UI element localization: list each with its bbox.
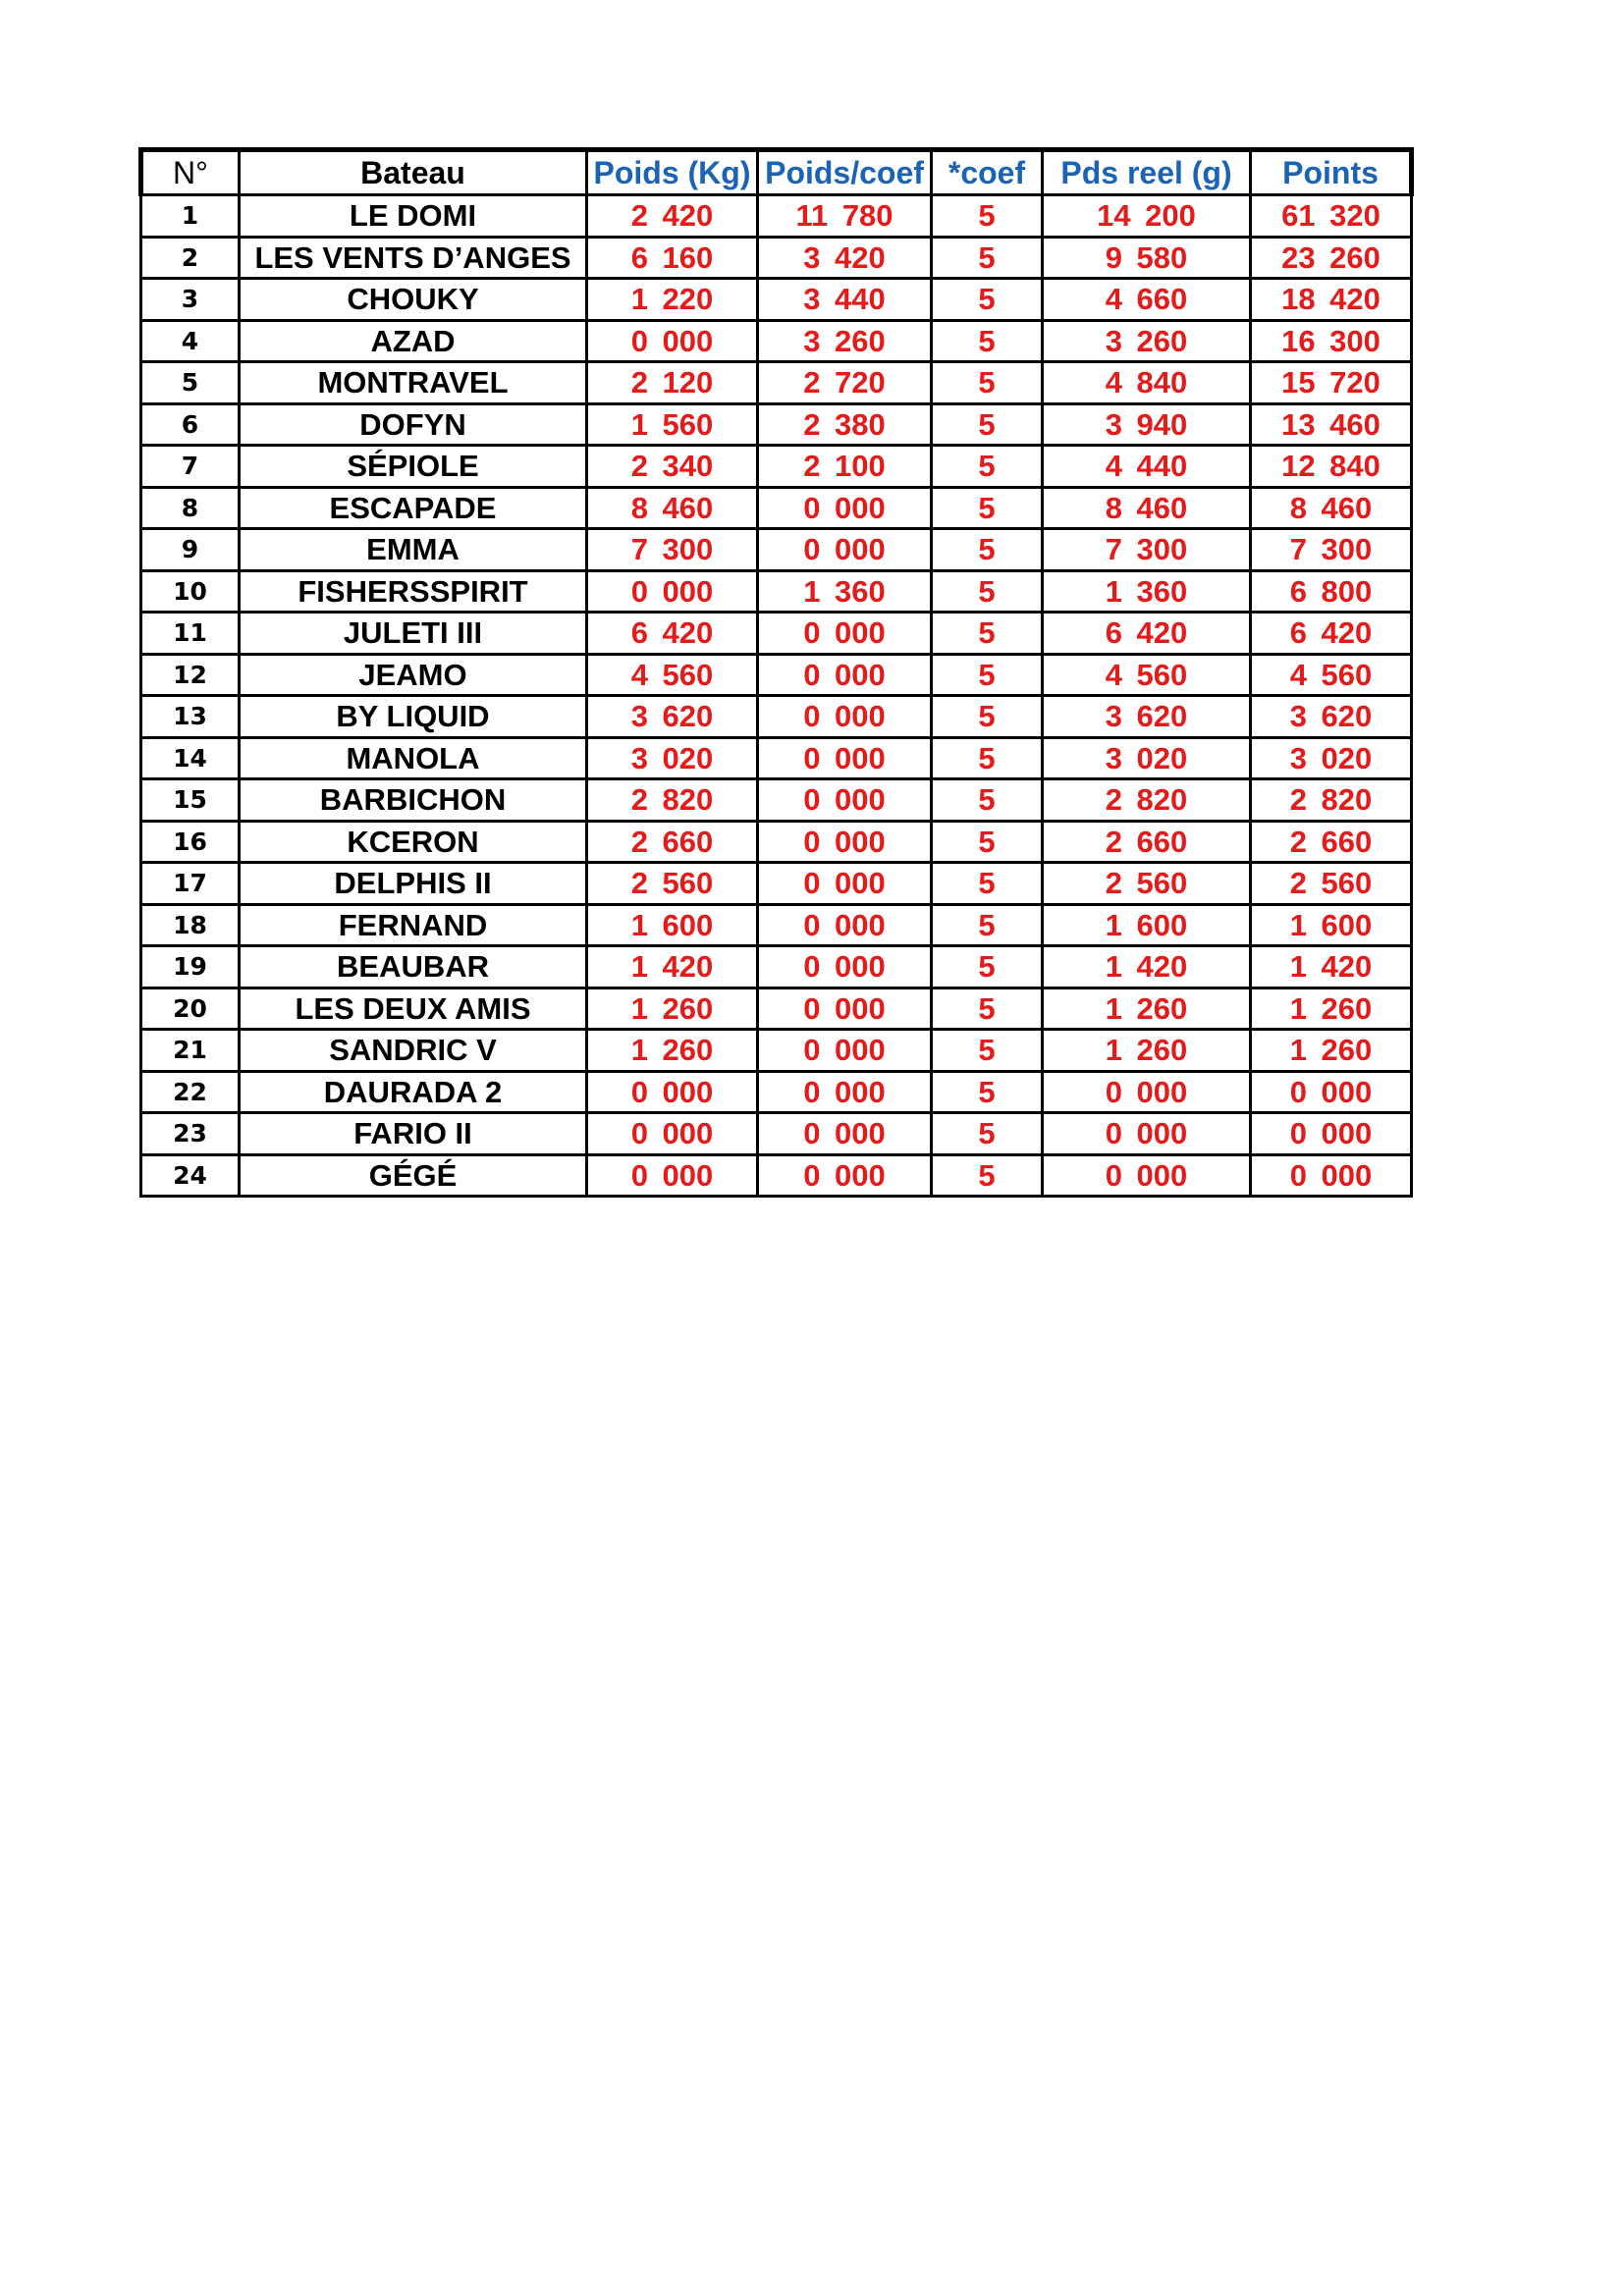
cell-coef: 5 (932, 904, 1043, 946)
cell-coef: 5 (932, 1113, 1043, 1155)
cell-coef: 5 (932, 696, 1043, 738)
cell-points: 4 560 (1251, 654, 1412, 696)
cell-coef: 5 (932, 237, 1043, 279)
cell-poids: 1 560 (587, 403, 758, 446)
table-row (141, 1030, 1412, 1072)
table-row (141, 195, 1412, 238)
cell-bateau: MONTRAVEL (240, 362, 587, 404)
cell-pds-reel: 1 260 (1043, 1030, 1251, 1072)
cell-number: 11 (141, 613, 240, 655)
cell-poids-coef: 3 440 (758, 279, 932, 321)
cell-points: 2 820 (1251, 779, 1412, 822)
table-row (141, 946, 1412, 988)
table-row (141, 779, 1412, 822)
cell-poids: 1 220 (587, 279, 758, 321)
cell-number: 9 (141, 529, 240, 571)
cell-number: 4 (141, 320, 240, 362)
cell-poids-coef: 0 000 (758, 1071, 932, 1113)
cell-points: 13 460 (1251, 403, 1412, 446)
cell-poids: 4 560 (587, 654, 758, 696)
cell-points: 3 620 (1251, 696, 1412, 738)
cell-pds-reel: 3 620 (1043, 696, 1251, 738)
header-points: Points (1251, 150, 1412, 195)
cell-coef: 5 (932, 613, 1043, 655)
cell-poids-coef: 0 000 (758, 821, 932, 863)
cell-pds-reel: 1 360 (1043, 570, 1251, 613)
cell-coef: 5 (932, 570, 1043, 613)
table-row (141, 279, 1412, 321)
table-row (141, 570, 1412, 613)
cell-poids: 2 120 (587, 362, 758, 404)
cell-points: 23 260 (1251, 237, 1412, 279)
cell-poids: 2 560 (587, 863, 758, 905)
cell-pds-reel: 3 940 (1043, 403, 1251, 446)
cell-poids: 2 660 (587, 821, 758, 863)
cell-poids: 0 000 (587, 320, 758, 362)
cell-pds-reel: 2 660 (1043, 821, 1251, 863)
cell-bateau: JEAMO (240, 654, 587, 696)
cell-bateau: GÉGÉ (240, 1154, 587, 1197)
cell-poids-coef: 2 720 (758, 362, 932, 404)
cell-bateau: BARBICHON (240, 779, 587, 822)
table-row (141, 821, 1412, 863)
cell-poids: 2 420 (587, 195, 758, 238)
table-row (141, 362, 1412, 404)
table-row (141, 403, 1412, 446)
cell-pds-reel: 8 460 (1043, 487, 1251, 529)
cell-bateau: DELPHIS II (240, 863, 587, 905)
cell-bateau: MANOLA (240, 737, 587, 779)
cell-coef: 5 (932, 195, 1043, 238)
cell-coef: 5 (932, 279, 1043, 321)
cell-points: 0 000 (1251, 1071, 1412, 1113)
cell-bateau: SANDRIC V (240, 1030, 587, 1072)
table-row (141, 696, 1412, 738)
table-row (141, 446, 1412, 488)
header-poids: Poids (Kg) (587, 150, 758, 195)
cell-points: 12 840 (1251, 446, 1412, 488)
cell-bateau: LES DEUX AMIS (240, 988, 587, 1030)
cell-poids-coef: 0 000 (758, 654, 932, 696)
cell-poids-coef: 0 000 (758, 863, 932, 905)
table-row (141, 654, 1412, 696)
cell-points: 1 260 (1251, 1030, 1412, 1072)
cell-pds-reel: 1 420 (1043, 946, 1251, 988)
cell-coef: 5 (932, 529, 1043, 571)
cell-bateau: SÉPIOLE (240, 446, 587, 488)
cell-bateau: CHOUKY (240, 279, 587, 321)
cell-points: 3 020 (1251, 737, 1412, 779)
cell-bateau: FISHERSSPIRIT (240, 570, 587, 613)
cell-number: 14 (141, 737, 240, 779)
header-number: N° (141, 150, 240, 195)
cell-coef: 5 (932, 779, 1043, 822)
cell-coef: 5 (932, 737, 1043, 779)
cell-poids-coef: 2 100 (758, 446, 932, 488)
cell-pds-reel: 1 260 (1043, 988, 1251, 1030)
cell-poids: 2 340 (587, 446, 758, 488)
cell-bateau: FERNAND (240, 904, 587, 946)
cell-pds-reel: 4 840 (1043, 362, 1251, 404)
cell-coef: 5 (932, 988, 1043, 1030)
header-row (141, 150, 1412, 195)
cell-poids-coef: 0 000 (758, 737, 932, 779)
cell-pds-reel: 7 300 (1043, 529, 1251, 571)
cell-coef: 5 (932, 487, 1043, 529)
cell-poids: 8 460 (587, 487, 758, 529)
cell-number: 16 (141, 821, 240, 863)
table-row (141, 1154, 1412, 1197)
cell-poids-coef: 0 000 (758, 779, 932, 822)
cell-coef: 5 (932, 320, 1043, 362)
cell-bateau: DOFYN (240, 403, 587, 446)
cell-points: 1 600 (1251, 904, 1412, 946)
cell-points: 7 300 (1251, 529, 1412, 571)
cell-poids-coef: 2 380 (758, 403, 932, 446)
cell-poids: 0 000 (587, 1154, 758, 1197)
cell-poids-coef: 0 000 (758, 946, 932, 988)
cell-poids: 2 820 (587, 779, 758, 822)
cell-points: 2 560 (1251, 863, 1412, 905)
cell-pds-reel: 3 020 (1043, 737, 1251, 779)
cell-coef: 5 (932, 1071, 1043, 1113)
cell-poids-coef: 0 000 (758, 988, 932, 1030)
cell-coef: 5 (932, 446, 1043, 488)
table-row (141, 904, 1412, 946)
cell-pds-reel: 0 000 (1043, 1071, 1251, 1113)
cell-number: 20 (141, 988, 240, 1030)
header-coef: *coef (932, 150, 1043, 195)
cell-bateau: BY LIQUID (240, 696, 587, 738)
cell-poids: 1 420 (587, 946, 758, 988)
cell-bateau: KCERON (240, 821, 587, 863)
cell-poids: 0 000 (587, 1071, 758, 1113)
cell-number: 8 (141, 487, 240, 529)
cell-bateau: FARIO II (240, 1113, 587, 1155)
table-row (141, 320, 1412, 362)
cell-poids: 1 260 (587, 1030, 758, 1072)
table-row (141, 1071, 1412, 1113)
cell-bateau: LES VENTS D’ANGES (240, 237, 587, 279)
cell-number: 7 (141, 446, 240, 488)
cell-poids-coef: 0 000 (758, 904, 932, 946)
header-pds-reel: Pds reel (g) (1043, 150, 1251, 195)
cell-bateau: ESCAPADE (240, 487, 587, 529)
cell-number: 10 (141, 570, 240, 613)
cell-poids: 1 260 (587, 988, 758, 1030)
cell-number: 17 (141, 863, 240, 905)
cell-points: 61 320 (1251, 195, 1412, 238)
cell-poids: 6 420 (587, 613, 758, 655)
cell-number: 15 (141, 779, 240, 822)
table-row (141, 613, 1412, 655)
cell-bateau: DAURADA 2 (240, 1071, 587, 1113)
table-body (141, 195, 1412, 1197)
cell-coef: 5 (932, 362, 1043, 404)
cell-number: 3 (141, 279, 240, 321)
cell-poids-coef: 0 000 (758, 696, 932, 738)
cell-number: 2 (141, 237, 240, 279)
cell-poids-coef: 3 260 (758, 320, 932, 362)
cell-number: 23 (141, 1113, 240, 1155)
cell-bateau: LE DOMI (240, 195, 587, 238)
cell-pds-reel: 1 600 (1043, 904, 1251, 946)
cell-pds-reel: 2 820 (1043, 779, 1251, 822)
cell-pds-reel: 0 000 (1043, 1154, 1251, 1197)
cell-poids: 3 620 (587, 696, 758, 738)
cell-bateau: EMMA (240, 529, 587, 571)
cell-poids-coef: 11 780 (758, 195, 932, 238)
cell-points: 1 420 (1251, 946, 1412, 988)
results-table (138, 147, 1414, 1198)
cell-number: 1 (141, 195, 240, 238)
cell-coef: 5 (932, 654, 1043, 696)
cell-poids-coef: 3 420 (758, 237, 932, 279)
cell-points: 6 800 (1251, 570, 1412, 613)
cell-number: 22 (141, 1071, 240, 1113)
cell-pds-reel: 14 200 (1043, 195, 1251, 238)
table-row (141, 237, 1412, 279)
table-header (141, 150, 1412, 195)
cell-poids-coef: 0 000 (758, 529, 932, 571)
cell-bateau: JULETI III (240, 613, 587, 655)
table-row (141, 529, 1412, 571)
cell-pds-reel: 4 440 (1043, 446, 1251, 488)
table-row (141, 487, 1412, 529)
cell-poids: 0 000 (587, 1113, 758, 1155)
cell-poids-coef: 0 000 (758, 613, 932, 655)
cell-number: 19 (141, 946, 240, 988)
cell-points: 8 460 (1251, 487, 1412, 529)
cell-number: 12 (141, 654, 240, 696)
cell-poids: 7 300 (587, 529, 758, 571)
header-bateau: Bateau (240, 150, 587, 195)
cell-poids-coef: 0 000 (758, 1154, 932, 1197)
cell-poids-coef: 0 000 (758, 487, 932, 529)
cell-pds-reel: 3 260 (1043, 320, 1251, 362)
cell-points: 2 660 (1251, 821, 1412, 863)
cell-points: 1 260 (1251, 988, 1412, 1030)
table-row (141, 988, 1412, 1030)
cell-bateau: AZAD (240, 320, 587, 362)
cell-poids: 6 160 (587, 237, 758, 279)
cell-coef: 5 (932, 1154, 1043, 1197)
cell-number: 18 (141, 904, 240, 946)
cell-number: 13 (141, 696, 240, 738)
cell-coef: 5 (932, 946, 1043, 988)
header-poids-coef: Poids/coef (758, 150, 932, 195)
cell-pds-reel: 9 580 (1043, 237, 1251, 279)
cell-number: 24 (141, 1154, 240, 1197)
results-sheet (138, 147, 1414, 1198)
cell-pds-reel: 0 000 (1043, 1113, 1251, 1155)
cell-pds-reel: 2 560 (1043, 863, 1251, 905)
cell-points: 0 000 (1251, 1113, 1412, 1155)
table-row (141, 737, 1412, 779)
cell-number: 6 (141, 403, 240, 446)
cell-coef: 5 (932, 821, 1043, 863)
cell-pds-reel: 6 420 (1043, 613, 1251, 655)
cell-points: 6 420 (1251, 613, 1412, 655)
cell-poids: 3 020 (587, 737, 758, 779)
cell-poids-coef: 0 000 (758, 1113, 932, 1155)
cell-number: 5 (141, 362, 240, 404)
cell-points: 18 420 (1251, 279, 1412, 321)
cell-number: 21 (141, 1030, 240, 1072)
cell-points: 0 000 (1251, 1154, 1412, 1197)
cell-coef: 5 (932, 1030, 1043, 1072)
cell-poids: 0 000 (587, 570, 758, 613)
cell-pds-reel: 4 660 (1043, 279, 1251, 321)
cell-points: 16 300 (1251, 320, 1412, 362)
cell-coef: 5 (932, 863, 1043, 905)
cell-poids-coef: 0 000 (758, 1030, 932, 1072)
cell-coef: 5 (932, 403, 1043, 446)
cell-poids: 1 600 (587, 904, 758, 946)
cell-pds-reel: 4 560 (1043, 654, 1251, 696)
cell-bateau: BEAUBAR (240, 946, 587, 988)
table-row (141, 1113, 1412, 1155)
cell-points: 15 720 (1251, 362, 1412, 404)
cell-poids-coef: 1 360 (758, 570, 932, 613)
table-row (141, 863, 1412, 905)
